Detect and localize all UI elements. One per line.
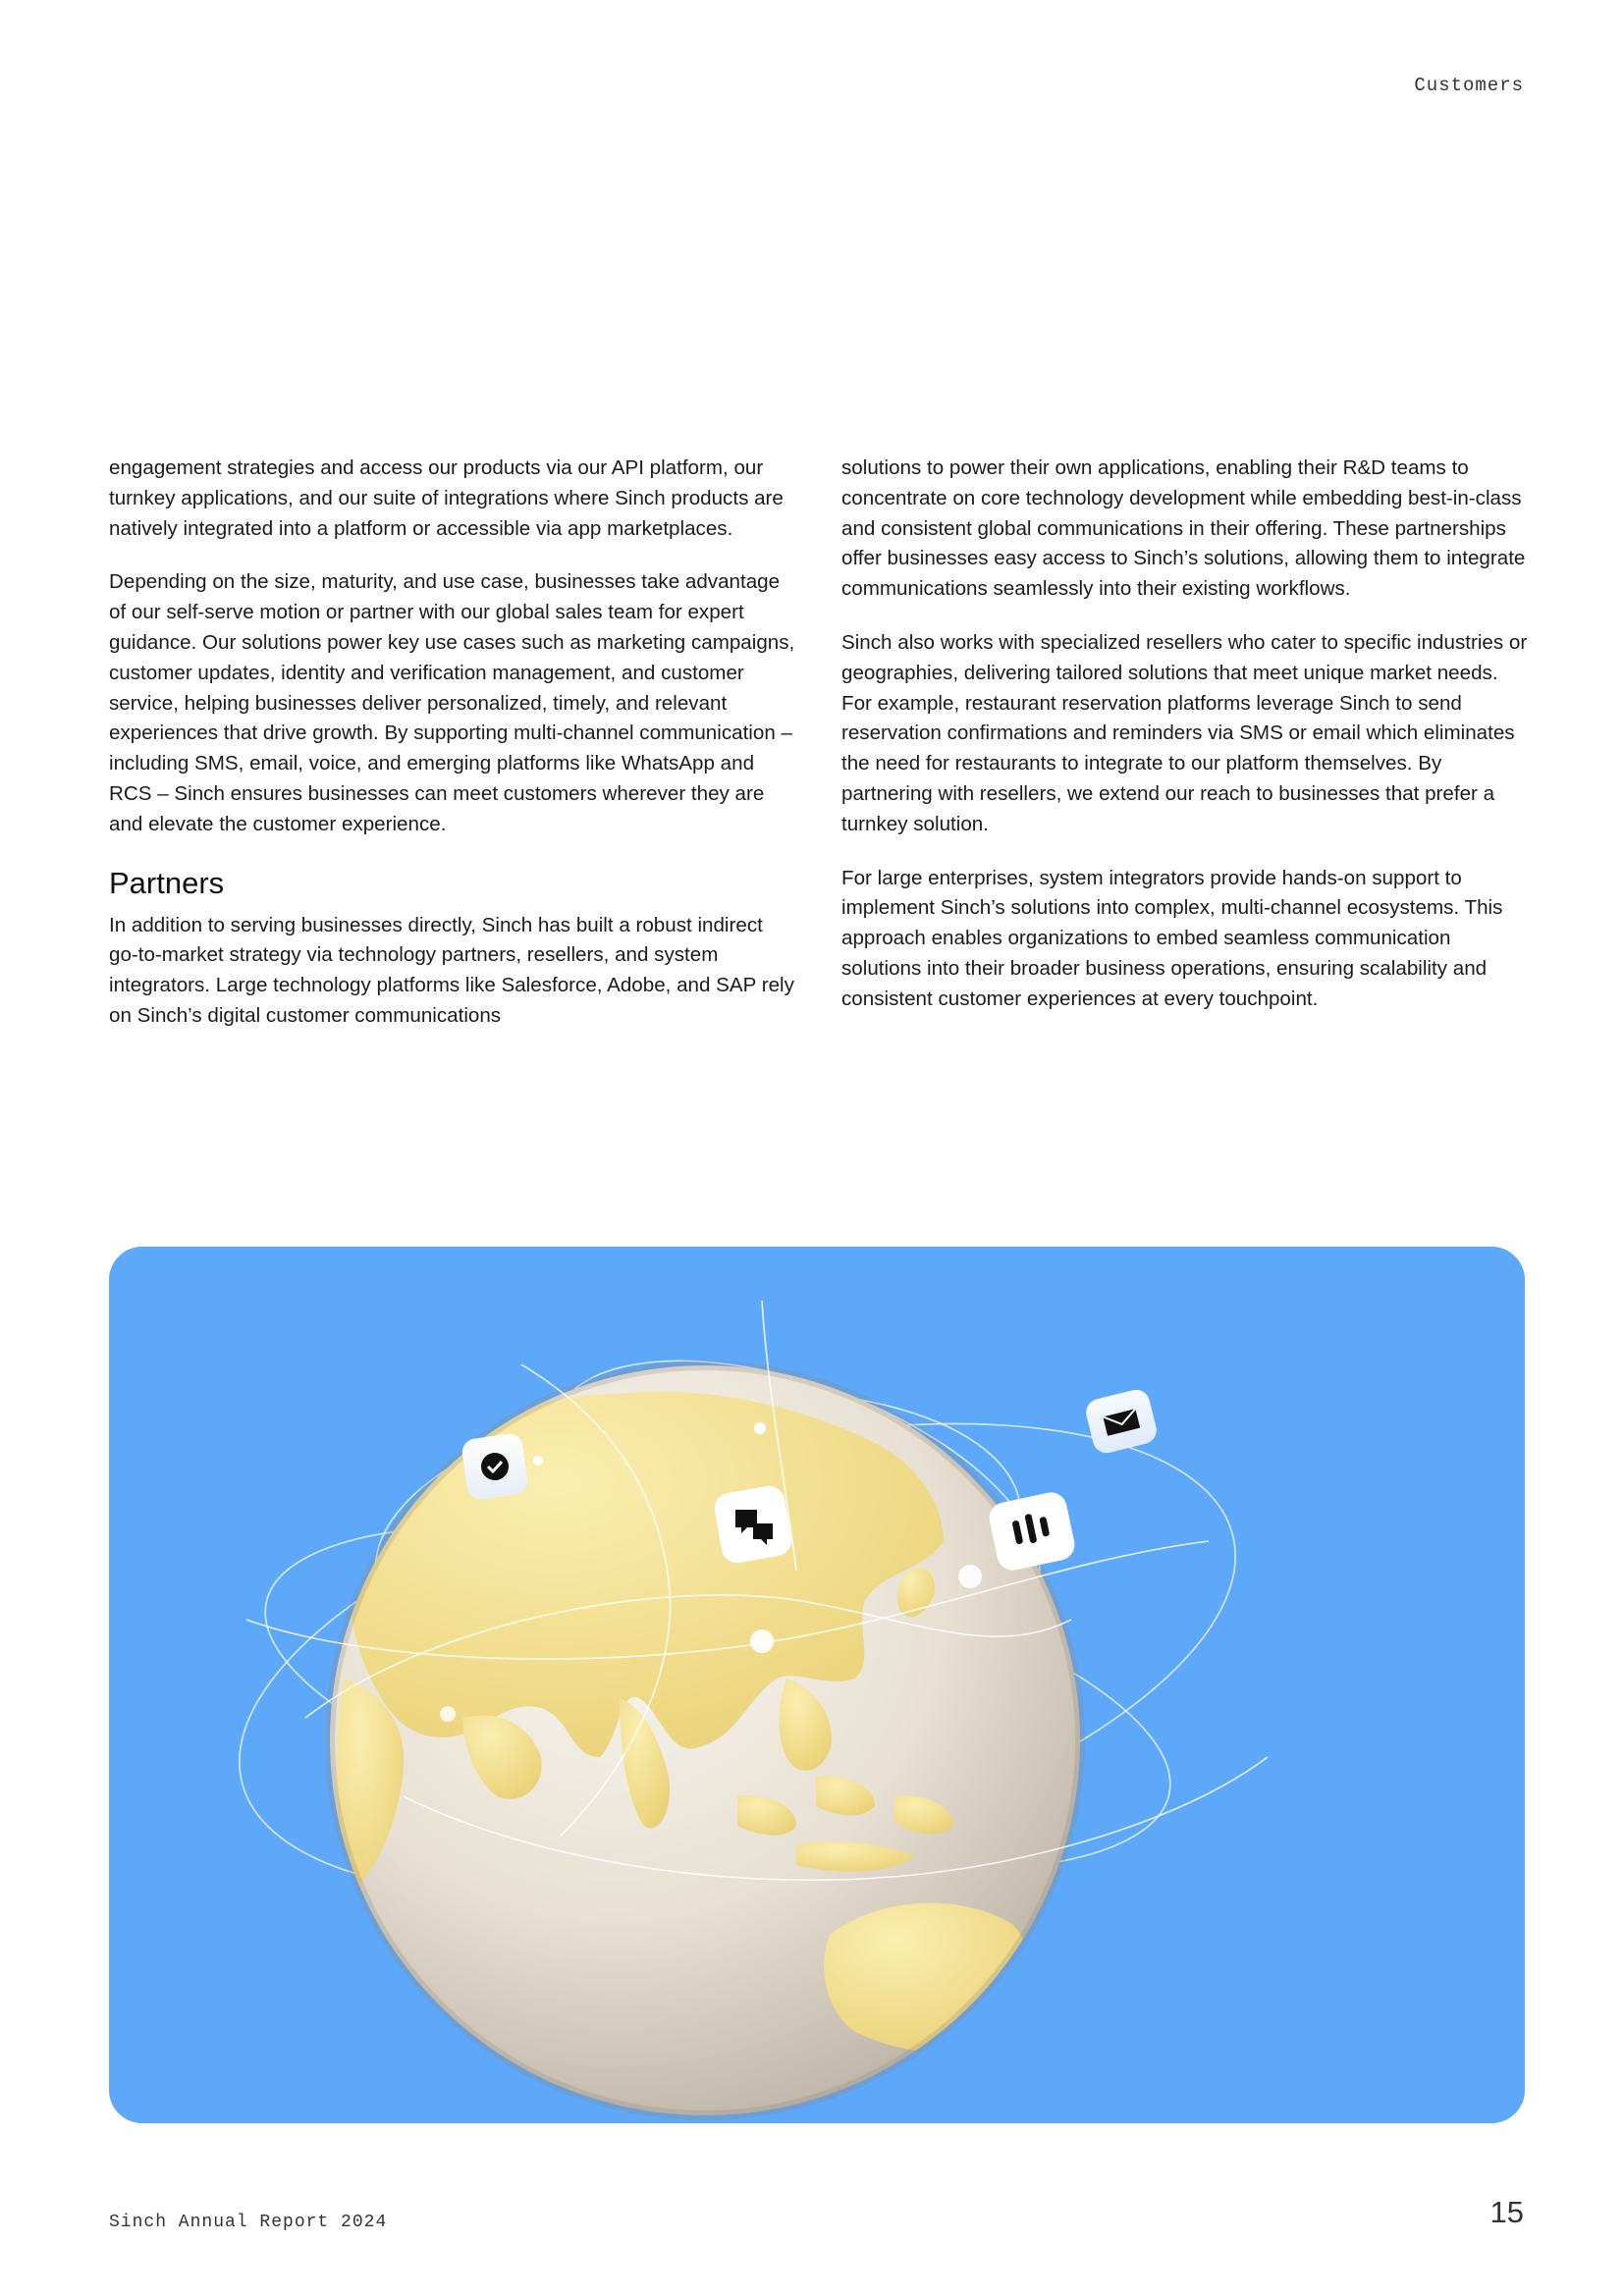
page-number: 15 [1489,2195,1524,2229]
partners-heading: Partners [109,865,225,900]
section-label: Customers [1414,75,1524,96]
footer-report-title: Sinch Annual Report 2024 [109,2213,388,2232]
right-paragraph-1: solutions to power their own applications, enabling their R&D teams to concentrate on core technology development while embedding best-in-class and consistent global communications in their offering. These partnerships offer businesses easy access to Sinch’s solutions, allowing them to integrate communications seamlessly into their existing workflows. [841,456,1526,601]
left-paragraph-2: Depending on the size, maturity, and use case, businesses take advantage of our self-serve motion or partner with our global sales team for expert guidance. Our solutions power key use cases such as marketing campaigns, customer updates, identity and verification management, and customer service, helping businesses deliver personalized, timely, and relevant experiences that drive growth. By supporting multi-channel communication – including SMS, email, voice, and emerging platforms like WhatsApp and RCS – Sinch ensures businesses can meet customers wherever they are and elevate the customer experience. [109,570,795,835]
left-column [109,454,796,1055]
verified-chat-icon [460,1432,529,1501]
left-paragraph-1: engagement strategies and access our products via our API platform, our turnkey applications, and our suite of integrations where Sinch products are natively integrated into a platform or accessible via app marketplaces. [109,456,784,540]
left-paragraph-3: In addition to serving businesses directly, Sinch has built a robust indirect go-to-market strategy via technology partners, resellers, and system integrators. Large technology platforms like Salesforce, Adobe, and SAP rely on Sinch’s digital customer communications [109,913,794,1027]
chat-bubbles-icon [712,1483,793,1565]
globe-illustration [109,1247,1525,2123]
right-paragraph-3: For large enterprises, system integrators provide hands-on support to implement Sinch’s solutions into complex, multi-channel ecosystems. This approach enables organizations to embed seamless communication solutions into their broader business operations, ensuring scalability and consistent customer experiences at every touchpoint. [841,866,1503,1010]
right-paragraph-2: Sinch also works with specialized resellers who cater to specific industries or geographies, delivering tailored solutions that meet unique market needs. For example, restaurant reservation platforms leverage Sinch to send reservation confirmations and reminders via SMS or email which eliminates the need for restaurants to integrate to our platform themselves. By partnering with resellers, we extend our reach to businesses that prefer a turnkey solution. [841,630,1528,835]
right-column [841,454,1529,1039]
